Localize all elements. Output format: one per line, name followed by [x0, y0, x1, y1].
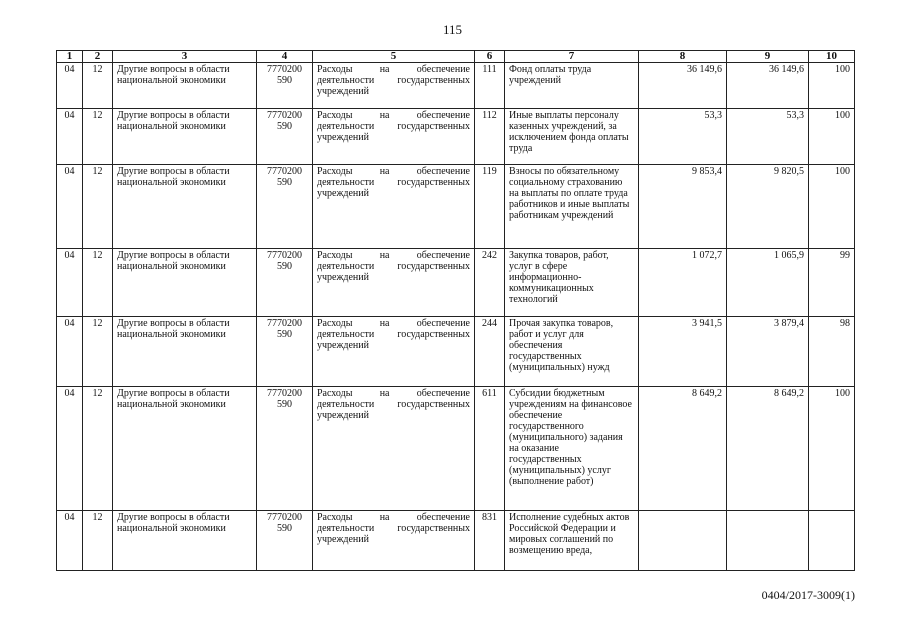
expense-type-name: Субсидии бюджетным учреждениям на финансовое обеспечение государственного (муниципального) задания на оказание государственных (муниципальных) услуг (выполнение работ): [505, 387, 639, 511]
planned-amount: 3 941,5: [639, 317, 727, 387]
target-article-name: Расходы на обеспечение деятельности государственных учреждений: [313, 63, 475, 109]
subsection-name: Другие вопросы в области национальной экономики: [113, 63, 257, 109]
expense-type-code: 119: [475, 165, 505, 249]
section-code: 04: [57, 249, 83, 317]
table-row: [57, 317, 855, 387]
table-row: [57, 387, 855, 511]
header-col-4: 4: [257, 51, 313, 63]
subsection-code: 12: [83, 165, 113, 249]
execution-percent: 100: [809, 109, 855, 165]
execution-percent: 98: [809, 317, 855, 387]
header-col-6: 6: [475, 51, 505, 63]
table-row: [57, 165, 855, 249]
budget-table: [56, 50, 855, 571]
planned-amount: 8 649,2: [639, 387, 727, 511]
section-code: 04: [57, 165, 83, 249]
document-code: 0404/2017-3009(1): [761, 588, 855, 602]
expense-type-code: 112: [475, 109, 505, 165]
section-code: 04: [57, 109, 83, 165]
expense-type-code: 611: [475, 387, 505, 511]
target-article-code: 7770200 590: [257, 165, 313, 249]
planned-amount: 1 072,7: [639, 249, 727, 317]
execution-percent: 100: [809, 387, 855, 511]
table-row: [57, 63, 855, 109]
target-article-name: Расходы на обеспечение деятельности государственных учреждений: [313, 511, 475, 571]
subsection-code: 12: [83, 387, 113, 511]
target-article-name: Расходы на обеспечение деятельности государственных учреждений: [313, 165, 475, 249]
subsection-code: 12: [83, 511, 113, 571]
target-article-code: 7770200 590: [257, 249, 313, 317]
table-row: [57, 109, 855, 165]
executed-amount: 9 820,5: [727, 165, 809, 249]
expense-type-code: 244: [475, 317, 505, 387]
table-row: [57, 249, 855, 317]
table-row: [57, 511, 855, 571]
header-col-1: 1: [57, 51, 83, 63]
header-col-9: 9: [727, 51, 809, 63]
execution-percent: 99: [809, 249, 855, 317]
header-col-2: 2: [83, 51, 113, 63]
subsection-code: 12: [83, 109, 113, 165]
header-col-10: 10: [809, 51, 855, 63]
subsection-name: Другие вопросы в области национальной экономики: [113, 387, 257, 511]
subsection-code: 12: [83, 249, 113, 317]
section-code: 04: [57, 387, 83, 511]
table-header-row: [57, 51, 855, 63]
subsection-name: Другие вопросы в области национальной экономики: [113, 249, 257, 317]
header-col-8: 8: [639, 51, 727, 63]
executed-amount: 3 879,4: [727, 317, 809, 387]
target-article-name: Расходы на обеспечение деятельности государственных учреждений: [313, 387, 475, 511]
section-code: 04: [57, 511, 83, 571]
expense-type-name: Иные выплаты персоналу казенных учреждений, за исключением фонда оплаты труда: [505, 109, 639, 165]
executed-amount: 53,3: [727, 109, 809, 165]
header-col-7: 7: [505, 51, 639, 63]
header-col-3: 3: [113, 51, 257, 63]
expense-type-name: Взносы по обязательному социальному страхованию на выплаты по оплате труда работников и иные выплаты работникам учреждений: [505, 165, 639, 249]
target-article-code: 7770200 590: [257, 63, 313, 109]
expense-type-name: Закупка товаров, работ, услуг в сфере информационно-коммуникационных технологий: [505, 249, 639, 317]
planned-amount: 9 853,4: [639, 165, 727, 249]
executed-amount: 8 649,2: [727, 387, 809, 511]
planned-amount: [639, 511, 727, 571]
expense-type-code: 242: [475, 249, 505, 317]
execution-percent: 100: [809, 63, 855, 109]
target-article-code: 7770200 590: [257, 109, 313, 165]
section-code: 04: [57, 63, 83, 109]
expense-type-name: Исполнение судебных актов Российской Федерации и мировых соглашений по возмещению вреда,: [505, 511, 639, 571]
expense-type-code: 831: [475, 511, 505, 571]
executed-amount: 1 065,9: [727, 249, 809, 317]
target-article-name: Расходы на обеспечение деятельности государственных учреждений: [313, 109, 475, 165]
subsection-code: 12: [83, 63, 113, 109]
header-col-5: 5: [313, 51, 475, 63]
target-article-name: Расходы на обеспечение деятельности государственных учреждений: [313, 249, 475, 317]
target-article-code: 7770200 590: [257, 317, 313, 387]
target-article-code: 7770200 590: [257, 387, 313, 511]
execution-percent: 100: [809, 165, 855, 249]
executed-amount: [727, 511, 809, 571]
subsection-name: Другие вопросы в области национальной экономики: [113, 109, 257, 165]
execution-percent: [809, 511, 855, 571]
target-article-code: 7770200 590: [257, 511, 313, 571]
subsection-name: Другие вопросы в области национальной экономики: [113, 165, 257, 249]
subsection-name: Другие вопросы в области национальной экономики: [113, 511, 257, 571]
executed-amount: 36 149,6: [727, 63, 809, 109]
planned-amount: 53,3: [639, 109, 727, 165]
planned-amount: 36 149,6: [639, 63, 727, 109]
section-code: 04: [57, 317, 83, 387]
expense-type-name: Фонд оплаты труда учреждений: [505, 63, 639, 109]
expense-type-name: Прочая закупка товаров, работ и услуг для обеспечения государственных (муниципальных) нужд: [505, 317, 639, 387]
subsection-name: Другие вопросы в области национальной экономики: [113, 317, 257, 387]
expense-type-code: 111: [475, 63, 505, 109]
target-article-name: Расходы на обеспечение деятельности государственных учреждений: [313, 317, 475, 387]
subsection-code: 12: [83, 317, 113, 387]
page-number: 115: [442, 22, 463, 37]
